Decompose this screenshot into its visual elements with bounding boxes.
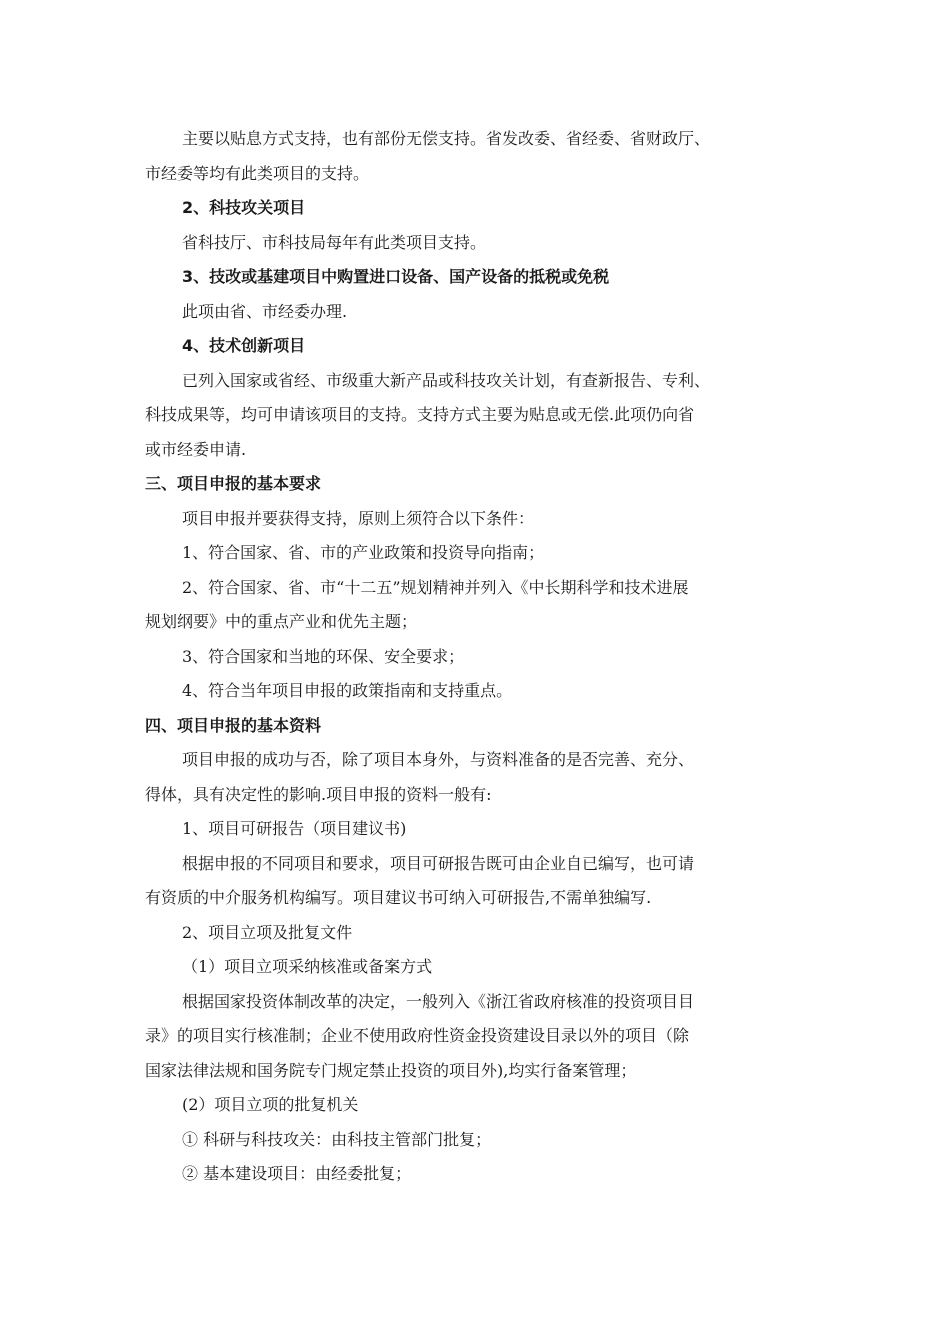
section-heading: 四、项目申报的基本资料 [145,715,322,735]
document-body [145,122,825,1192]
paragraph-line: 根据国家投资体制改革的决定，一般列入《浙江省政府核准的投资项目目 [182,991,695,1011]
paragraph-line: 项目申报的成功与否，除了项目本身外，与资料准备的是否完善、充分、 [182,750,695,769]
paragraph-line: 已列入国家或省经、市级重大新产品或科技攻关计划，有查新报告、专利、 [182,370,711,390]
paragraph-line: 规划纲要》中的重点产业和优先主题； [145,612,418,631]
list-item: ② 基本建设项目：由经委批复； [182,1164,412,1183]
list-item: 4、符合当年项目申报的政策指南和支持重点。 [182,681,513,700]
paragraph-line: 项目申报并要获得支持，原则上须符合以下条件： [182,508,535,528]
list-item: （1）项目立项采纳核准或备案方式 [182,957,433,976]
paragraph-line: 科技成果等，均可申请该项目的支持。支持方式主要为贴息或无偿.此项仍向省 [145,405,695,424]
paragraph-line: 录》的项目实行核准制；企业不使用政府性资金投资建设目录以外的项目（除 [145,1026,690,1045]
paragraph-line: 根据申报的不同项目和要求，项目可研报告既可由企业自已编写，也可请 [182,853,695,873]
paragraph-line: 有资质的中介服务机构编写。项目建议书可纳入可研报告,不需单独编写. [145,888,652,907]
list-item: 2、符合国家、省、市“十二五”规划精神并列入《中长期科学和技术进展 [182,577,689,597]
list-item: 1、项目可研报告（项目建议书) [182,819,407,838]
section-heading: 三、项目申报的基本要求 [145,474,322,493]
list-item: 3、符合国家和当地的环保、安全要求； [182,646,465,666]
paragraph-line: 或市经委申请. [145,439,247,459]
list-item: 2、项目立项及批复文件 [182,922,353,942]
paragraph-line: 得体，具有决定性的影响.项目申报的资料一般有: [145,784,492,804]
paragraph-line: 主要以贴息方式支持，也有部份无偿支持。省发改委、省经委、省财政厅、 [182,129,711,148]
subheading: 4、技术创新项目 [182,336,306,355]
subheading: 3、技改或基建项目中购置进口设备、国产设备的抵税或免税 [182,267,610,286]
paragraph-line: 此项由省、市经委办理. [182,301,348,321]
paragraph-line: 市经委等均有此类项目的支持。 [145,163,370,183]
list-item: ① 科研与科技攻关：由科技主管部门批复； [182,1129,492,1149]
paragraph-line: 省科技厅、市科技局每年有此类项目支持。 [182,232,487,252]
list-item: 1、符合国家、省、市的产业政策和投资导向指南； [182,543,545,562]
subheading: 2、科技攻关项目 [182,198,306,217]
paragraph-line: 国家法律法规和国务院专门规定禁止投资的项目外),均实行备案管理； [145,1060,637,1080]
list-item: (2）项目立项的批复机关 [182,1095,359,1114]
